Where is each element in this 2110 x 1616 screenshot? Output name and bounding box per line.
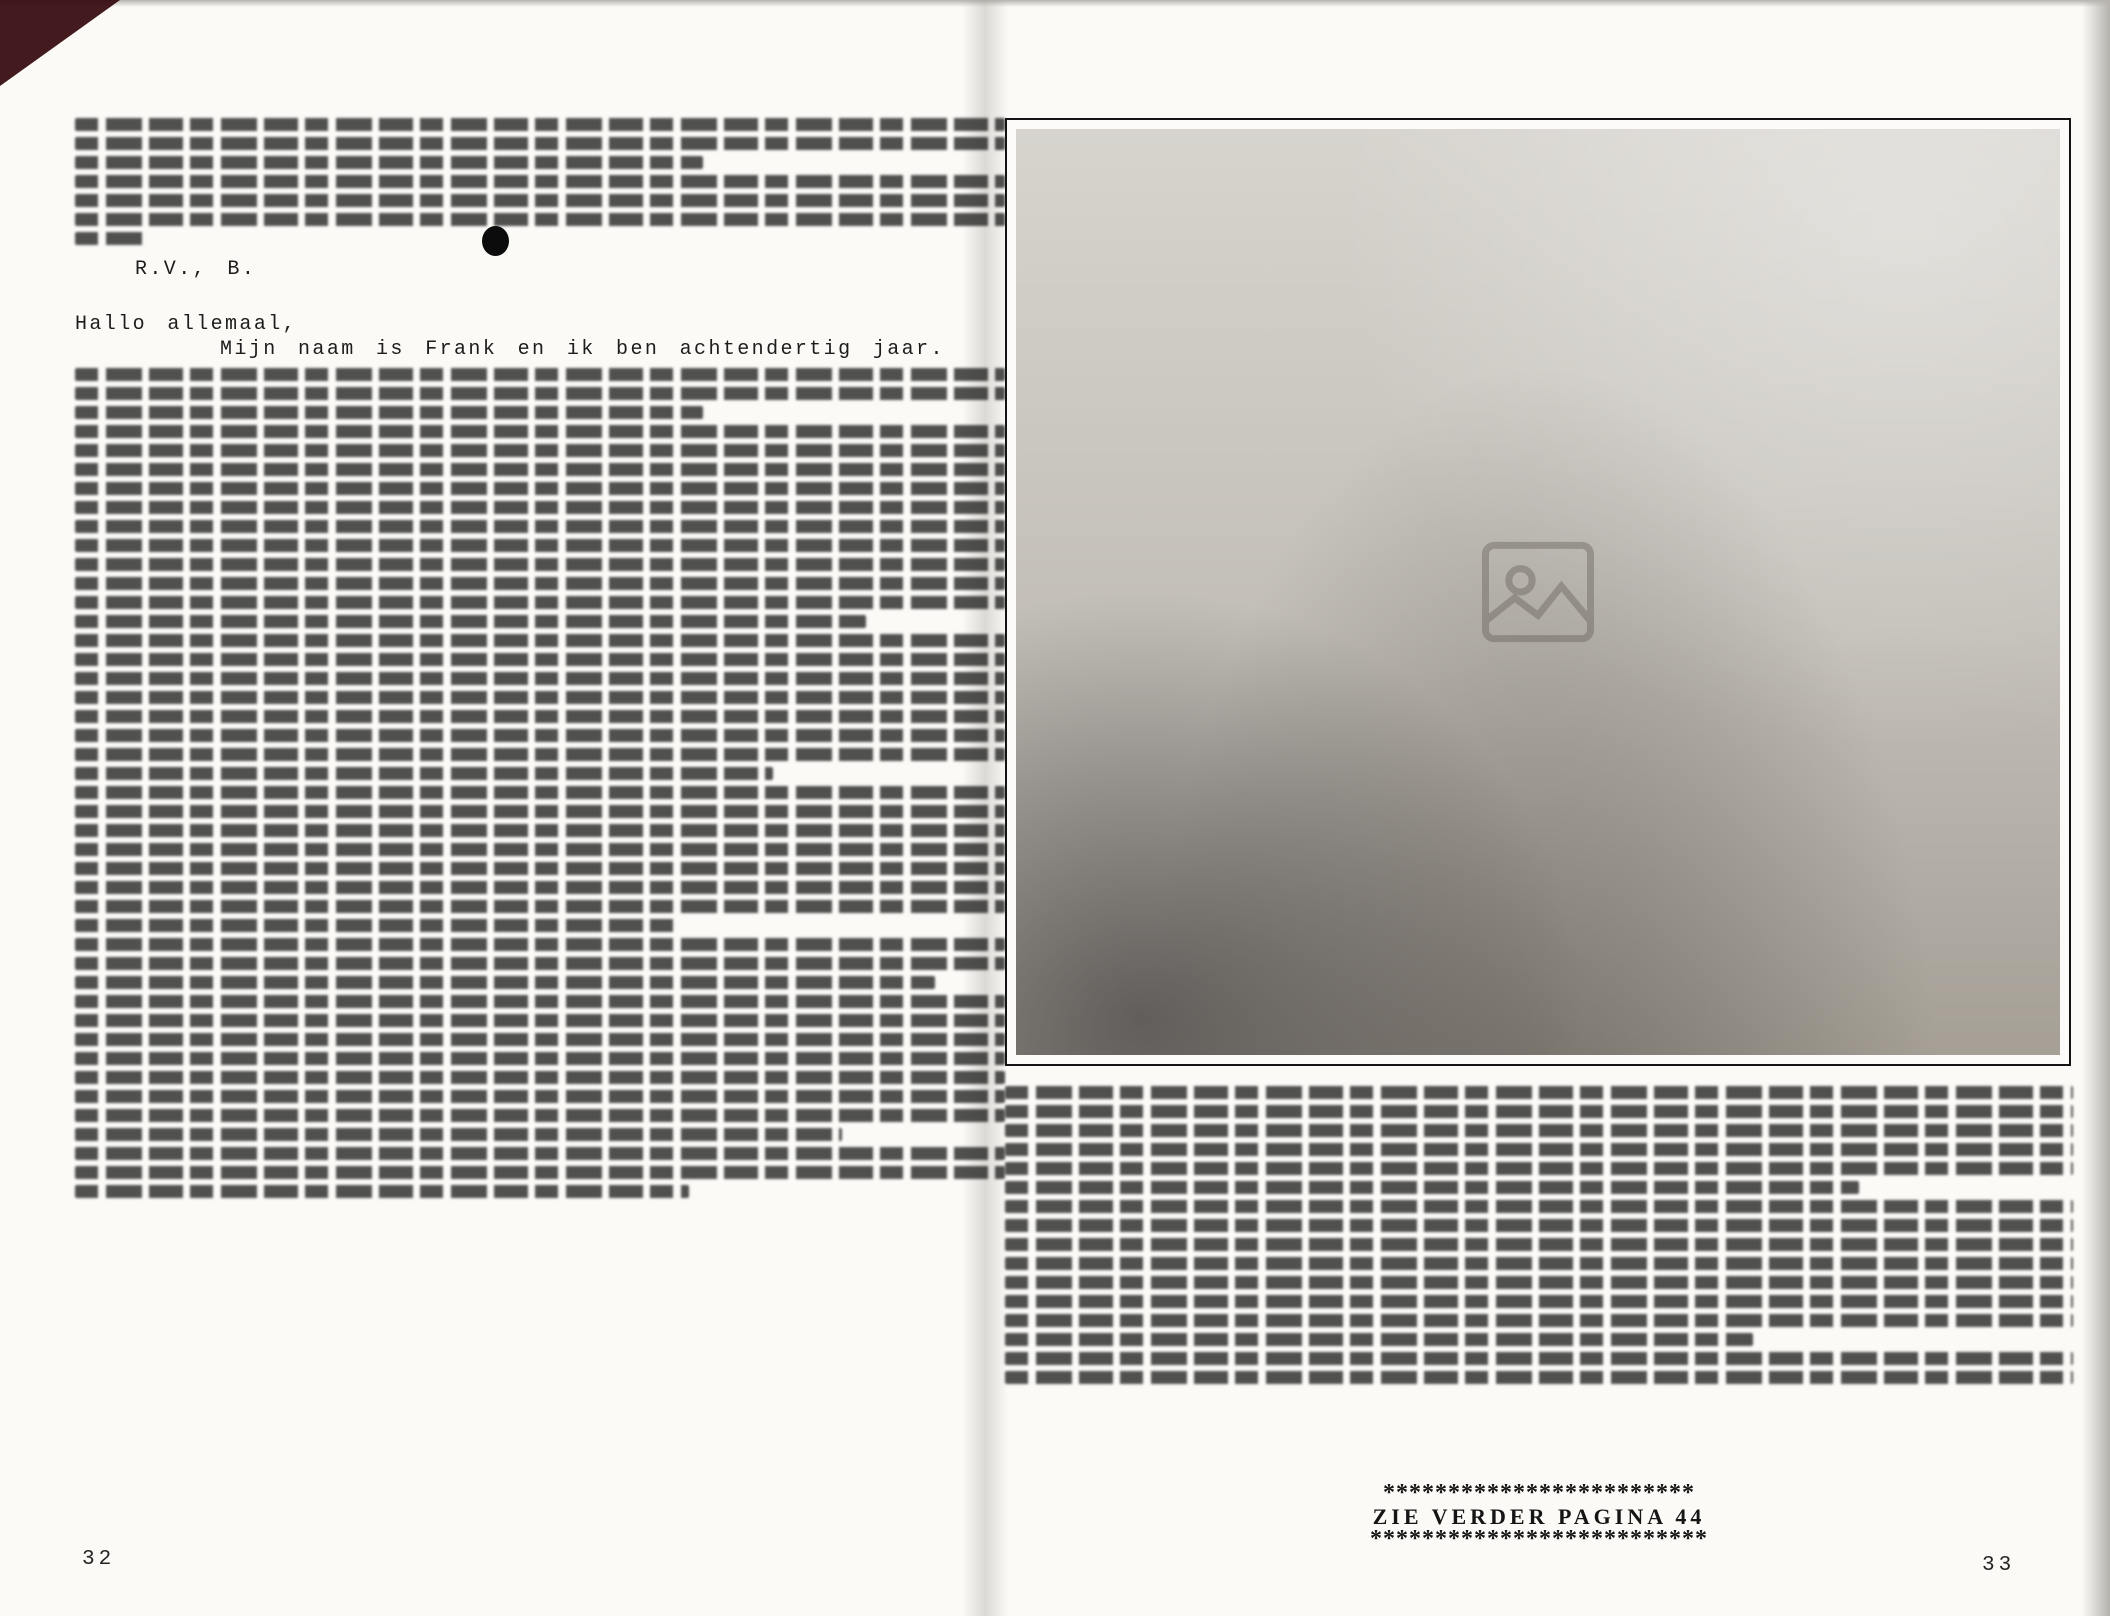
- redacted-text-line: [75, 406, 703, 419]
- redacted-text-line: [1005, 1200, 2073, 1213]
- scan-edge-right: [2082, 0, 2110, 1616]
- redacted-text-line: [1005, 1162, 2073, 1175]
- section-separator-dot: [482, 226, 509, 256]
- redacted-text-line: [75, 194, 1005, 207]
- redacted-text-line: [75, 653, 1005, 666]
- redacted-text-line: [75, 501, 1005, 514]
- redacted-text-line: [75, 748, 1005, 761]
- redacted-text-line: [75, 1166, 1005, 1179]
- redacted-text-line: [1005, 1257, 2073, 1270]
- redacted-text-line: [1005, 1352, 2073, 1365]
- redacted-text-line: [1005, 1143, 2073, 1156]
- letter-salutation: Hallo allemaal,: [75, 313, 298, 336]
- redacted-text-line: [75, 1014, 1005, 1027]
- redacted-text-line: [1005, 1371, 2073, 1384]
- redacted-text-line: [75, 175, 1005, 188]
- redacted-text-line: [75, 862, 1005, 875]
- redacted-text-line: [75, 1185, 689, 1198]
- photo-frame: [1005, 118, 2071, 1066]
- redacted-text-line: [75, 520, 1005, 533]
- redacted-text-line: [75, 786, 1005, 799]
- redacted-text-line: [75, 995, 1005, 1008]
- redacted-text-line: [75, 213, 1005, 226]
- redacted-text-line: [1005, 1219, 2073, 1232]
- page-number-left: 32: [82, 1548, 116, 1571]
- redacted-text-line: [1005, 1181, 1859, 1194]
- redacted-text-line: [75, 368, 1005, 381]
- redacted-text-line: [75, 691, 1005, 704]
- letter-opening-line: Mijn naam is Frank en ik ben achtendertig jaar.: [220, 338, 945, 361]
- scan-edge-top: [0, 0, 2110, 7]
- scan-artifact-corner: [0, 0, 120, 86]
- redacted-text-line: [75, 1147, 1005, 1160]
- redacted-text-line: [75, 729, 1005, 742]
- redacted-text-line: [1005, 1124, 2073, 1137]
- continuation-callout: [1005, 1482, 2073, 1551]
- right-text-column: [1005, 1080, 2073, 1390]
- redacted-text-line: [75, 1128, 842, 1141]
- redacted-text-line: [75, 558, 1005, 571]
- redacted-text-line: [75, 1052, 1005, 1065]
- redacted-text-line: [75, 425, 1005, 438]
- redacted-text-line: [75, 957, 1005, 970]
- redacted-text-line: [75, 1071, 1005, 1084]
- redacted-text-line: [75, 710, 1005, 723]
- redacted-text-line: [75, 1090, 1005, 1103]
- redacted-text-line: [75, 137, 1005, 150]
- redacted-text-line: [75, 615, 866, 628]
- photo-placeholder-icon: [1468, 522, 1608, 662]
- redacted-text-line: [75, 118, 1005, 131]
- photo-placeholder: [1016, 129, 2060, 1055]
- redacted-text-line: [75, 938, 1005, 951]
- redacted-text-line: [1005, 1314, 2073, 1327]
- callout-text: ZIE VERDER PAGINA 44: [1372, 1504, 1706, 1529]
- redacted-text-line: [75, 387, 1005, 400]
- redacted-text-line: [1005, 1276, 2073, 1289]
- redacted-text-line: [1005, 1295, 2073, 1308]
- callout-stars-top: ************************: [1383, 1480, 1695, 1506]
- redacted-text-line: [75, 843, 1005, 856]
- redacted-text-line: [75, 596, 1005, 609]
- redacted-text-line: [1005, 1333, 1753, 1346]
- redacted-text-line: [75, 1033, 1005, 1046]
- redacted-text-line: [75, 1109, 1005, 1122]
- redacted-text-line: [75, 156, 703, 169]
- redacted-text-line: [75, 577, 1005, 590]
- redacted-text-line: [75, 482, 1005, 495]
- redacted-text-line: [75, 539, 1005, 552]
- redacted-text-line: [75, 976, 935, 989]
- redacted-text-line: [1005, 1238, 2073, 1251]
- letter-signature: R.V., B.: [135, 258, 257, 281]
- redacted-text-line: [75, 444, 1005, 457]
- redacted-text-line: [75, 824, 1005, 837]
- redacted-text-line: [75, 463, 1005, 476]
- redacted-paragraph-continuation: [1005, 1086, 2073, 1384]
- redacted-text-line: [75, 919, 680, 932]
- redacted-paragraph-letter-body: [75, 368, 1005, 1198]
- redacted-paragraph-previous-letter: [75, 118, 1005, 245]
- callout-stars-bottom: **************************: [1370, 1526, 1708, 1552]
- redacted-text-line: [75, 767, 773, 780]
- redacted-text-line: [75, 881, 1005, 894]
- redacted-text-line: [75, 232, 149, 245]
- page-number-right: 33: [1982, 1554, 2016, 1577]
- redacted-text-line: [1005, 1105, 2073, 1118]
- redacted-text-line: [75, 900, 1005, 913]
- redacted-text-line: [75, 805, 1005, 818]
- left-text-column: [75, 112, 1005, 1204]
- redacted-text-line: [75, 672, 1005, 685]
- redacted-text-line: [1005, 1086, 2073, 1099]
- redacted-text-line: [75, 634, 1005, 647]
